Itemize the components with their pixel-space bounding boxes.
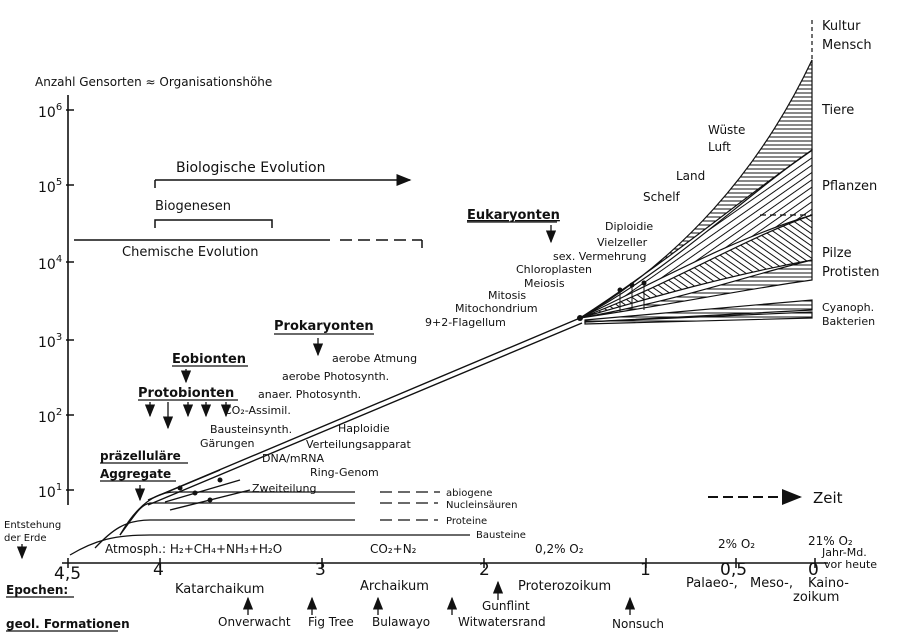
x-unit: Jahr-Md.	[822, 546, 867, 559]
eu-feature-mitosis: Mitosis	[488, 289, 527, 302]
epoch-palaeo: Palaeo-,	[686, 576, 738, 591]
atmos-1: Atmosph.: H₂+CH₄+NH₃+H₂O	[105, 542, 283, 556]
pro-feature-aer-photo: aerobe Photosynth.	[282, 370, 390, 383]
group-pflanzen: Pflanzen	[822, 179, 878, 194]
eu-feature-sex: sex. Vermehrung	[553, 250, 647, 263]
y-tick-5: $10^5$	[38, 177, 63, 196]
y-tick-3: $10^3$	[38, 332, 63, 351]
formation-gunflint: Gunflint	[482, 599, 530, 613]
group-bakterien: Bakterien	[822, 315, 876, 328]
formations-label: geol. Formationen	[6, 617, 130, 631]
group-pilze: Pilze	[822, 246, 852, 261]
group-cyanoph: Cyanoph.	[822, 301, 875, 314]
chem-abiogene: abiogene	[446, 488, 493, 499]
epoch-katarchaikum: Katarchaikum	[175, 582, 265, 597]
y-tick-1: $10^1$	[38, 482, 63, 501]
pro-feature-anaer-photo: anaer. Photosynth.	[258, 388, 362, 401]
pro-feature-dna: DNA/mRNA	[262, 452, 325, 465]
habitat-wueste: Wüste	[708, 123, 746, 137]
pro-feature-zweiteilung: Zweiteilung	[252, 482, 317, 495]
biogenesen-label: Biogenesen	[155, 199, 231, 214]
stage-protobionten: Protobionten	[138, 386, 235, 401]
atmos-4: 2% O₂	[718, 537, 756, 551]
group-tiere: Tiere	[822, 103, 855, 118]
main-curves	[148, 318, 582, 510]
epoch-proterozoikum: Proterozoikum	[518, 579, 612, 594]
atmos-5: 21% O₂	[808, 534, 853, 548]
stage-prae-1: präzelluläre	[100, 449, 181, 463]
y-tick-6: $10^6$	[38, 102, 63, 121]
formation-bulawayo: Bulawayo	[372, 615, 431, 629]
stage-eobionten: Eobionten	[172, 352, 247, 367]
stage-prae-2: Aggregate	[100, 467, 172, 481]
pro-feature-assimil: CO₂-Assimil.	[224, 404, 291, 417]
x-tick-1: 1	[640, 560, 651, 580]
eu-feature-vielzeller: Vielzeller	[597, 236, 648, 249]
x-tick-0-5: 0,5	[720, 560, 748, 580]
zeit-label: Zeit	[813, 489, 843, 507]
y-axis-label: Anzahl Gensorten ≈ Organisationshöhe	[35, 75, 273, 89]
habitat-luft: Luft	[708, 140, 731, 154]
group-protisten: Protisten	[822, 265, 880, 280]
eu-feature-mitochondrium: Mitochondrium	[455, 302, 538, 315]
chem-evolution-label: Chemische Evolution	[122, 245, 259, 260]
formation-onverwacht: Onverwacht	[218, 615, 291, 629]
entstehung-2: der Erde	[4, 533, 47, 544]
epochs-label: Epochen:	[6, 583, 69, 597]
group-mensch: Mensch	[822, 38, 872, 53]
eu-feature-diploidie: Diploidie	[605, 220, 654, 233]
pro-feature-haploidie: Haploidie	[338, 422, 390, 435]
atmos-2: CO₂+N₂	[370, 542, 417, 556]
epoch-zoikum: zoikum	[793, 590, 840, 605]
epoch-meso: Meso-,	[750, 576, 794, 591]
x-tick-4: 4	[153, 560, 164, 580]
group-kultur: Kultur	[822, 19, 861, 34]
eu-feature-meiosis: Meiosis	[524, 277, 565, 290]
pro-feature-gaerungen: Gärungen	[200, 437, 255, 450]
habitat-land: Land	[676, 169, 706, 183]
x-unit-2: vor heute	[824, 558, 878, 571]
eu-feature-flagellum: 9+2-Flagellum	[425, 316, 506, 329]
epoch-kaino: Kaino-	[808, 576, 849, 591]
epoch-archaikum: Archaikum	[360, 579, 429, 594]
stage-eukaryonten: Eukaryonten	[467, 208, 560, 223]
chem-proteine: Proteine	[446, 516, 488, 527]
x-tick-4-5: 4,5	[54, 564, 82, 584]
formation-figtree: Fig Tree	[308, 615, 354, 629]
stage-prokaryonten: Prokaryonten	[274, 319, 374, 334]
y-tick-2: $10^2$	[38, 407, 63, 426]
x-tick-0: 0	[808, 560, 819, 580]
formation-witwatersrand: Witwatersrand	[458, 615, 546, 629]
pro-feature-bausteinsynth: Bausteinsynth.	[210, 423, 293, 436]
x-tick-2: 2	[479, 560, 490, 580]
y-tick-4: $10^4$	[38, 254, 63, 273]
chem-nucleinsaeuren: Nucleinsäuren	[446, 500, 518, 511]
chem-bausteine: Bausteine	[476, 530, 526, 541]
biogenesen-bracket	[155, 220, 272, 228]
pro-feature-verteilung: Verteilungsapparat	[306, 438, 411, 451]
x-tick-3: 3	[315, 560, 326, 580]
entstehung-1: Entstehung	[4, 520, 62, 531]
atmos-3: 0,2% O₂	[535, 542, 584, 556]
habitat-schelf: Schelf	[643, 190, 680, 204]
formation-nonsuch: Nonsuch	[612, 617, 664, 631]
eu-feature-chloroplasten: Chloroplasten	[516, 263, 593, 276]
pro-feature-atmung: aerobe Atmung	[332, 352, 418, 365]
pro-feature-ringgenom: Ring-Genom	[310, 466, 379, 479]
bio-evolution-label: Biologische Evolution	[176, 160, 326, 176]
